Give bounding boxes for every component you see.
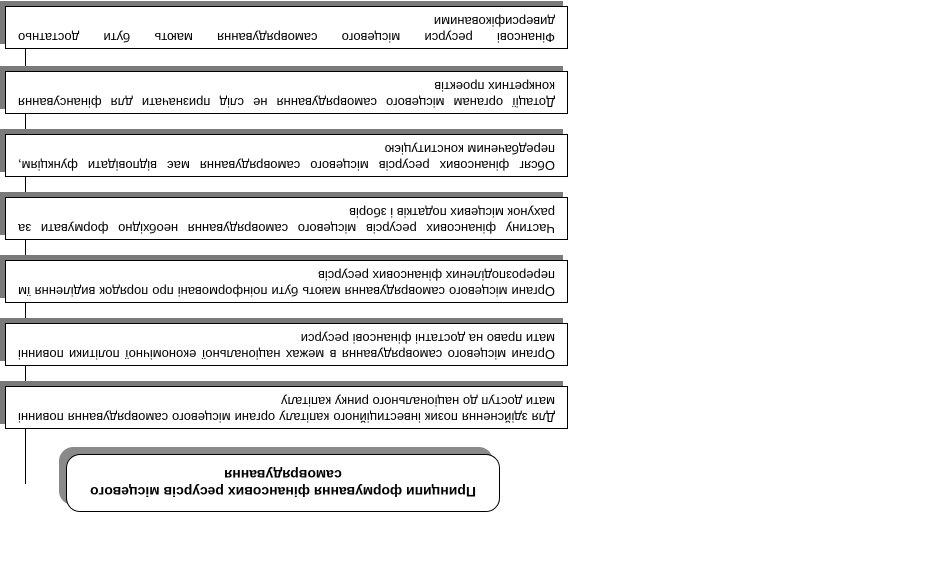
principle-box-7: Для здійснення позик інвестиційного капіталу органи місцевого самоврядування повинні мати доступ до національного ринку капіталу [5,386,568,429]
principle-box-6: Органи місцевого самоврядування в межах національної економічної політики повинні мати право на достатні фінансові ресурси [5,323,568,366]
principle-box-3: Обсяг фінансових ресурсів місцевого самоврядування має відповідати функціям, передбаченим конституцією [5,134,568,177]
principle-box-1: Фінансові ресурси місцевого самоврядування мають бути достатньо диверсифікованими [5,6,568,49]
principle-box-4: Частину фінансових ресурсів місцевого самоврядування необхідно формувати за рахунок місцевих податків і зборів [5,197,568,240]
principle-box-5: Органи місцевого самоврядування мають бути поінформовані про порядок виділення їм перерозподілених фінансових ресурсів [5,260,568,303]
principle-box-2: Дотації органам місцевого самоврядування не слід призначати для фінансування конкретних проектів [5,71,568,114]
principles-title: Принципи формування фінансових ресурсів місцевого самоврядування [66,454,500,512]
